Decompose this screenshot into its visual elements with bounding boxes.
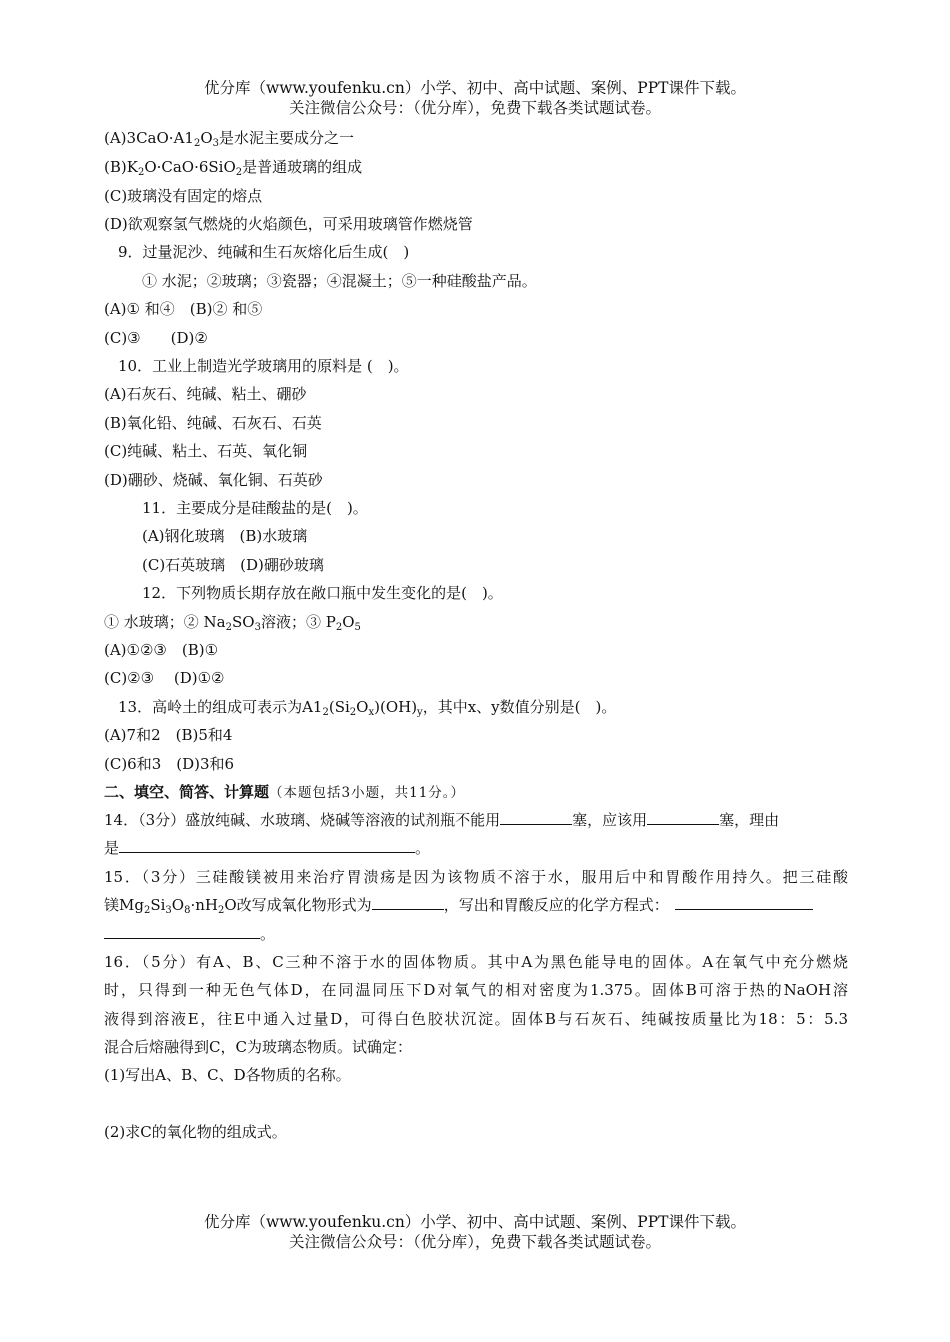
- q8-option-c: (C)玻璃没有固定的熔点: [104, 187, 263, 205]
- q10-option-c: (C)纯碱、粘土、石英、氧化铜: [104, 442, 308, 460]
- q9-items: ① 水泥；②玻璃；③瓷器；④混凝土；⑤一种硅酸盐产品。: [142, 272, 537, 290]
- q8-option-d: (D)欲观察氢气燃烧的火焰颜色，可采用玻璃管作燃烧管: [104, 215, 473, 233]
- q15-blank-1[interactable]: [372, 895, 444, 910]
- section-2-heading: [104, 782, 465, 803]
- q12-stem: 12．下列物质长期存放在敞口瓶中发生变化的是( )。: [142, 584, 503, 602]
- footer-line-2: 关注微信公众号：（优分库），免费下载各类试题试卷。: [288, 1233, 661, 1251]
- q10-stem: 10．工业上制造光学玻璃用的原料是 ( )。: [118, 357, 409, 375]
- q16-part-2: (2)求C的氧化物的组成式。: [104, 1123, 287, 1141]
- header-line-1: 优分库（www.youfenku.cn）小学、初中、高中试题、案例、PPT课件下载。: [203, 79, 747, 97]
- q11-options-cd: (C)石英玻璃 (D)硼砂玻璃: [142, 556, 324, 574]
- q9-options-ab: (A)① 和④ (B)② 和⑤: [104, 300, 263, 318]
- q11-stem: 11．主要成分是硅酸盐的是( )。: [142, 499, 368, 517]
- q13-options-cd: (C)6和3 (D)3和6: [104, 755, 235, 773]
- q15-line-1: 15．（3分）三硅酸镁被用来治疗胃溃疡是因为该物质不溶于水，服用后中和胃酸作用持久。把三硅酸: [104, 868, 848, 886]
- q9-options-cd: (C)③ (D)②: [104, 329, 208, 347]
- q10-option-a: (A)石灰石、纯碱、粘土、硼砂: [104, 385, 307, 403]
- q16-line-2: 时，只得到一种无色气体D，在同温同压下D对氧气的相对密度为1.375。固体B可溶于热的NaOH溶: [104, 981, 848, 999]
- q14-blank-3[interactable]: [119, 838, 415, 853]
- q15-blank-2[interactable]: [675, 895, 813, 910]
- q16-line-3: 液得到溶液E，往E中通入过量D，可得白色胶状沉淀。固体B与石灰石、纯碱按质量比为18：5：5.3: [104, 1010, 848, 1028]
- q9-stem: 9．过量泥沙、纯碱和生石灰熔化后生成( ): [118, 243, 410, 261]
- q16-line-4: 混合后熔融得到C，C为玻璃态物质。试确定：: [104, 1038, 412, 1056]
- q15-line-3: 。: [104, 924, 275, 944]
- q16-part-1: (1)写出A、B、C、D各物质的名称。: [104, 1066, 351, 1084]
- q14-line-2: 是 。: [104, 839, 431, 857]
- q10-option-d: (D)硼砂、烧碱、氧化铜、石英砂: [104, 471, 323, 489]
- section-2-note: （本题包括3小题，共11分。）: [269, 785, 466, 801]
- page-header: [0, 78, 950, 118]
- q8-option-a: $(A)3CaO\cdot A1_2O_3$是水泥主要成分之一: [104, 129, 355, 149]
- section-2-title: 二、填空、简答、计算题: [104, 783, 270, 801]
- q12-options-ab: (A)①②③ (B)①: [104, 641, 219, 659]
- q8-option-b: $(B)K_2O\cdot CaO\cdot 6SiO_2$是普通玻璃的组成: [104, 158, 363, 178]
- q16-line-1: 16．（5分）有A、B、C三种不溶于水的固体物质。其中A为黑色能导电的固体。A在氧气中充分燃烧: [104, 953, 848, 971]
- q10-option-b: (B)氧化铅、纯碱、石灰石、石英: [104, 414, 322, 432]
- q15-line-2: 镁$Mg_2Si_3O_8\cdot nH_2O$改写成氧化物形式为 ，写出和胃酸反应的化学方程式：: [104, 895, 813, 915]
- q13-options-ab: (A)7和2 (B)5和4: [104, 726, 233, 744]
- header-line-2: 关注微信公众号：（优分库），免费下载各类试题试卷。: [288, 99, 661, 117]
- footer-line-1: 优分库（www.youfenku.cn）小学、初中、高中试题、案例、PPT课件下载。: [203, 1213, 747, 1231]
- q14-blank-1[interactable]: [500, 810, 572, 825]
- q12-items: ① 水玻璃；② $Na_2SO_3$溶液；③ $P_2O_5$: [104, 613, 361, 633]
- q14-line-1: 14．（3分）盛放纯碱、水玻璃、烧碱等溶液的试剂瓶不能用 塞，应该用 塞，理由: [104, 811, 780, 829]
- q11-options-ab: (A)钢化玻璃 (B)水玻璃: [142, 527, 308, 545]
- q12-options-cd: (C)②③ (D)①②: [104, 669, 225, 687]
- q15-blank-3[interactable]: [104, 924, 260, 939]
- page-footer: [0, 1212, 950, 1252]
- q13-stem: 13．高岭土的组成可表示为$A1_2(Si_2O_x)(OH)_y$，其中x、y数值分别是( )。: [118, 698, 617, 718]
- q14-blank-2[interactable]: [647, 810, 719, 825]
